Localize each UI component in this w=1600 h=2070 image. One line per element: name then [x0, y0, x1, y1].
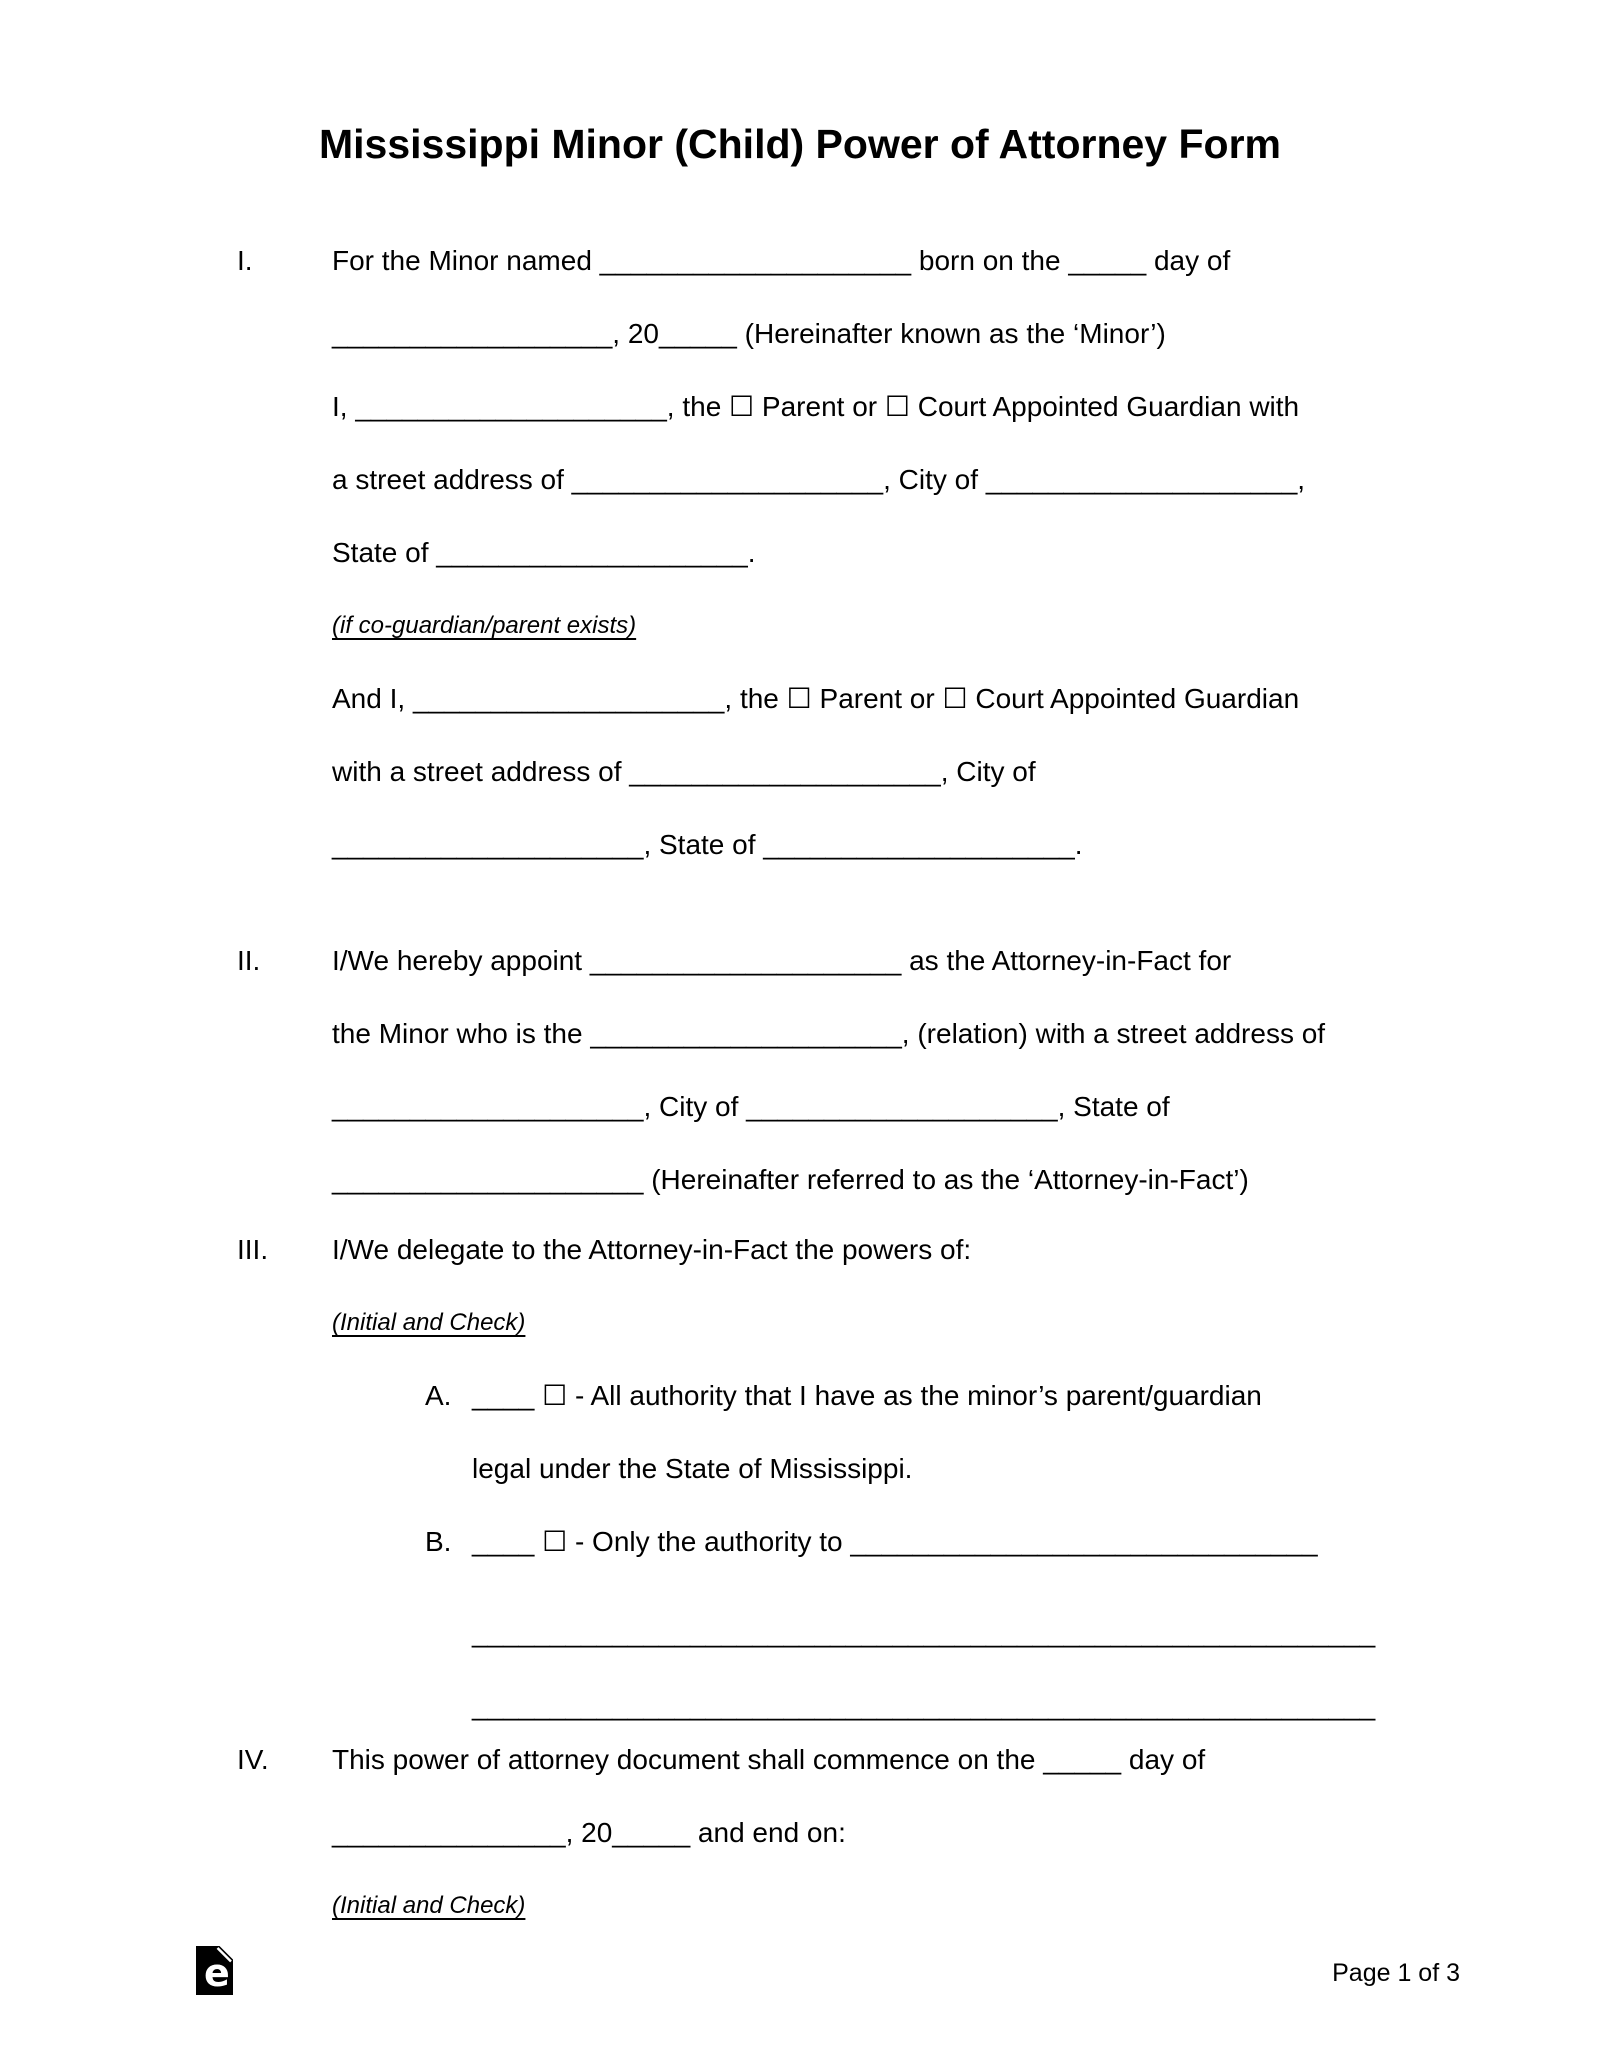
- form-line: ____________________, City of ____________________, State of: [332, 1091, 1170, 1122]
- section-i: [0, 224, 1600, 881]
- section-numeral: II.: [237, 945, 261, 976]
- initial-and-check-note: (Initial and Check): [332, 1309, 526, 1336]
- fill-in-blank-line: __________________________________________________________: [472, 1617, 1376, 1648]
- form-line: State of ____________________.: [332, 537, 756, 568]
- form-line: This power of attorney document shall commence on the _____ day of: [332, 1744, 1206, 1775]
- item-text: ____ ☐ - Only the authority to ______________________________: [472, 1526, 1318, 1557]
- page-number: Page 1 of 3: [1332, 1959, 1460, 1987]
- form-line: I, ____________________, the ☐ Parent or ☐ Court Appointed Guardian with: [332, 391, 1300, 422]
- initial-and-check-note: (Initial and Check): [332, 1892, 526, 1919]
- form-line: ____________________ (Hereinafter referred to as the ‘Attorney-in-Fact’): [332, 1164, 1249, 1195]
- form-line: the Minor who is the ____________________, (relation) with a street address of: [332, 1018, 1326, 1049]
- form-line: For the Minor named ____________________ born on the _____ day of: [332, 245, 1231, 276]
- section-iv: [0, 1723, 1600, 1942]
- form-line: I/We hereby appoint ____________________ as the Attorney-in-Fact for: [332, 945, 1232, 976]
- fill-in-blank-line: __________________________________________________________: [472, 1690, 1376, 1721]
- co-guardian-note: (if co-guardian/parent exists): [332, 612, 637, 639]
- section-numeral: I.: [237, 245, 253, 276]
- form-line: with a street address of ____________________, City of: [332, 756, 1036, 787]
- list-item-a: [332, 1359, 1600, 1432]
- section-iii: [0, 1213, 1600, 1742]
- section-numeral: IV.: [237, 1744, 269, 1775]
- form-line: legal under the State of Mississippi.: [472, 1453, 913, 1484]
- item-text: ____ ☐ - All authority that I have as the minor’s parent/guardian: [472, 1380, 1262, 1411]
- logo-letter: e: [204, 1951, 230, 1995]
- form-line: I/We delegate to the Attorney-in-Fact the powers of:: [332, 1234, 972, 1265]
- item-marker: A.: [425, 1380, 452, 1411]
- eforms-logo-icon: [196, 1946, 233, 1995]
- item-marker: B.: [425, 1526, 452, 1557]
- form-line: _______________, 20_____ and end on:: [332, 1817, 846, 1848]
- section-numeral: III.: [237, 1234, 269, 1265]
- form-line: And I, ____________________, the ☐ Parent or ☐ Court Appointed Guardian: [332, 683, 1300, 714]
- form-line: ____________________, State of ____________________.: [332, 829, 1083, 860]
- list-item-b: [332, 1505, 1600, 1578]
- section-ii: [0, 924, 1600, 1216]
- form-line: a street address of ____________________, City of ____________________,: [332, 464, 1306, 495]
- form-line: __________________, 20_____ (Hereinafter known as the ‘Minor’): [332, 318, 1166, 349]
- page-title: Mississippi Minor (Child) Power of Attorney Form: [318, 121, 1282, 167]
